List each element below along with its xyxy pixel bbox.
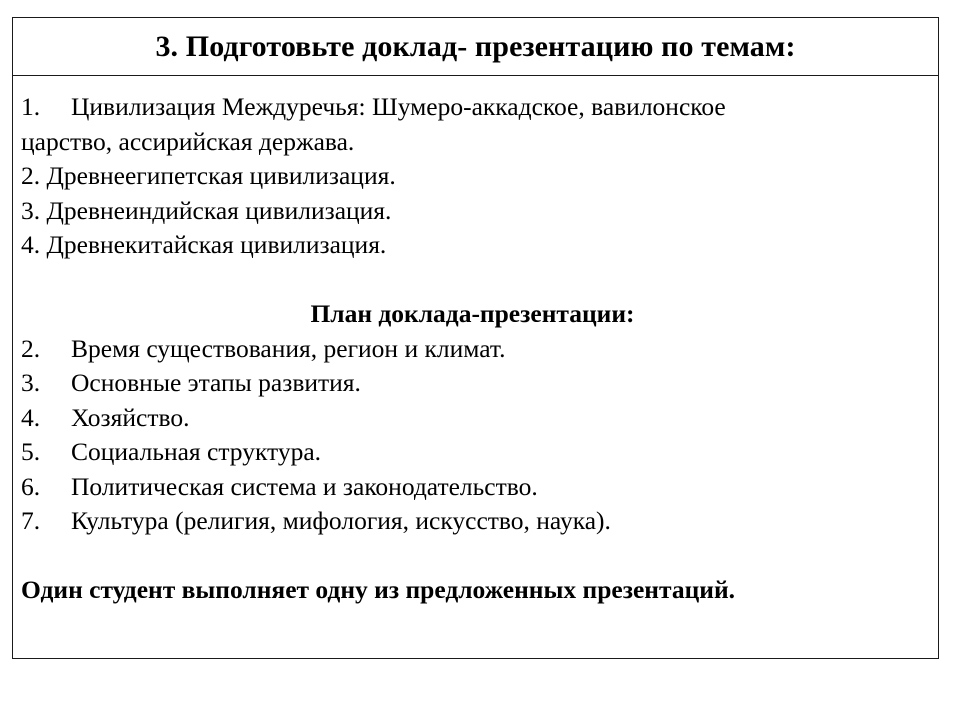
topic-item-2: 2. Древнеегипетская цивилизация. <box>21 161 396 190</box>
plan-item <box>21 366 938 401</box>
table-header <box>13 18 938 76</box>
plan-item-number: 2. <box>21 333 41 363</box>
plan-item-number: 7. <box>21 506 41 535</box>
plan-item <box>21 470 938 505</box>
plan-item <box>21 332 938 367</box>
plan-item <box>21 504 938 539</box>
plan-item-number: 4. <box>21 402 41 432</box>
plan-item-number: 6. <box>21 471 41 501</box>
plan-item-text: Социальная структура. <box>71 437 322 466</box>
topic-number: 1. <box>21 92 41 121</box>
plan-item-text: Основные этапы развития. <box>71 368 361 397</box>
page-title: 3. Подготовьте доклад- презентацию по темам: <box>155 29 796 63</box>
footer-note: Один студент выполняет одну из предложенных презентаций. <box>21 575 736 604</box>
spacer <box>21 263 938 298</box>
table-body <box>13 76 938 608</box>
topic-item-1 <box>21 90 938 125</box>
assignment-table <box>12 17 939 659</box>
plan-item-text: Хозяйство. <box>71 402 190 432</box>
plan-item <box>21 401 938 436</box>
topic-item-4: 4. Древнекитайская цивилизация. <box>21 230 387 259</box>
spacer <box>21 539 938 574</box>
topic-text: Цивилизация Междуречья: Шумеро-аккадское, вавилонское <box>71 92 726 121</box>
plan-item-number: 3. <box>21 368 41 397</box>
topic-item-1-continuation: царство, ассирийская держава. <box>21 126 355 156</box>
plan-title: План доклада-презентации: <box>310 299 635 328</box>
plan-item-text: Культура (религия, мифология, искусство, наука). <box>71 506 611 535</box>
plan-item-number: 5. <box>21 437 41 466</box>
plan-item-text: Время существования, регион и климат. <box>71 333 506 363</box>
plan-item-text: Политическая система и законодательство. <box>71 471 538 501</box>
plan-item <box>21 435 938 470</box>
topic-item-3: 3. Древнеиндийская цивилизация. <box>21 195 392 225</box>
